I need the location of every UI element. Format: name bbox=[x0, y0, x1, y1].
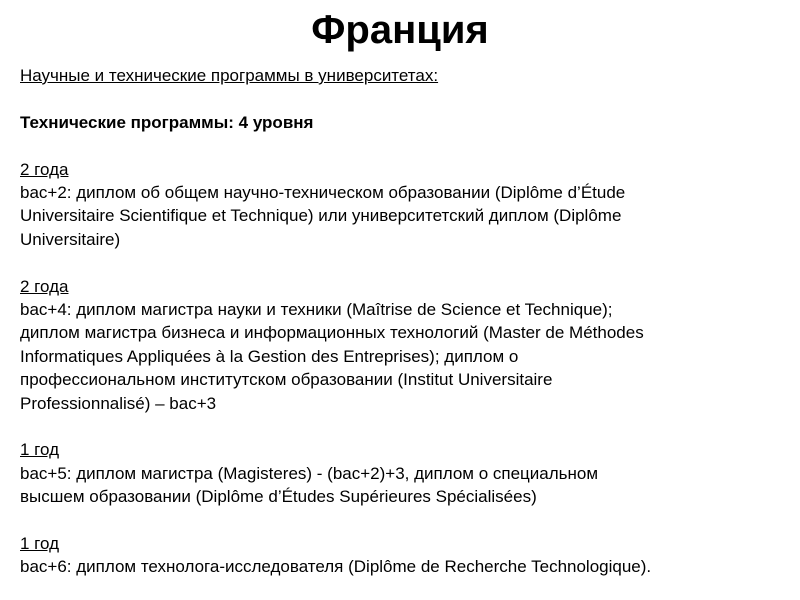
section-line: диплом магистра бизнеса и информационных технологий (Master de Méthodes bbox=[20, 323, 644, 343]
section-line: профессиональном институтском образовании (Institut Universitaire bbox=[20, 370, 553, 390]
section-duration: 2 года bbox=[20, 276, 69, 296]
subheading: Технические программы: 4 уровня bbox=[20, 112, 314, 132]
section-line: bac+2: диплом об общем научно-техническом образовании (Diplôme d’Étude bbox=[20, 183, 626, 202]
section-line: высшем образовании (Diplôme d’Études Supérieures Spécialisées) bbox=[20, 487, 537, 507]
section-line: Universitaire) bbox=[20, 229, 121, 249]
slide-body bbox=[20, 64, 790, 579]
spacer bbox=[20, 87, 790, 110]
section-duration: 1 год bbox=[20, 440, 60, 460]
section-line: bac+6: диплом технолога-исследователя (Diplôme de Recherche Technologique). bbox=[20, 557, 652, 577]
section-line: bac+4: диплом магистра науки и техники (Maîtrise de Science et Technique); bbox=[20, 300, 613, 320]
section-line: Universitaire Scientifique et Technique) или университетский диплом (Diplôme bbox=[20, 206, 622, 226]
section-line: Professionnalisé) – bac+3 bbox=[20, 393, 217, 413]
section-duration: 1 год bbox=[20, 534, 60, 554]
spacer bbox=[20, 251, 790, 274]
intro-heading: Научные и технические программы в университетах: bbox=[20, 66, 439, 85]
section-line: bac+5: диплом магистра (Magisteres) - (bac+2)+3, диплом о специальном bbox=[20, 463, 599, 483]
section-duration: 2 года bbox=[20, 159, 69, 179]
spacer bbox=[20, 509, 790, 532]
spacer bbox=[20, 415, 790, 438]
section-line: Informatiques Appliquées à la Gestion des Entreprises); диплом о bbox=[20, 346, 519, 366]
spacer bbox=[20, 134, 790, 157]
slide-title: Франция bbox=[311, 8, 489, 52]
